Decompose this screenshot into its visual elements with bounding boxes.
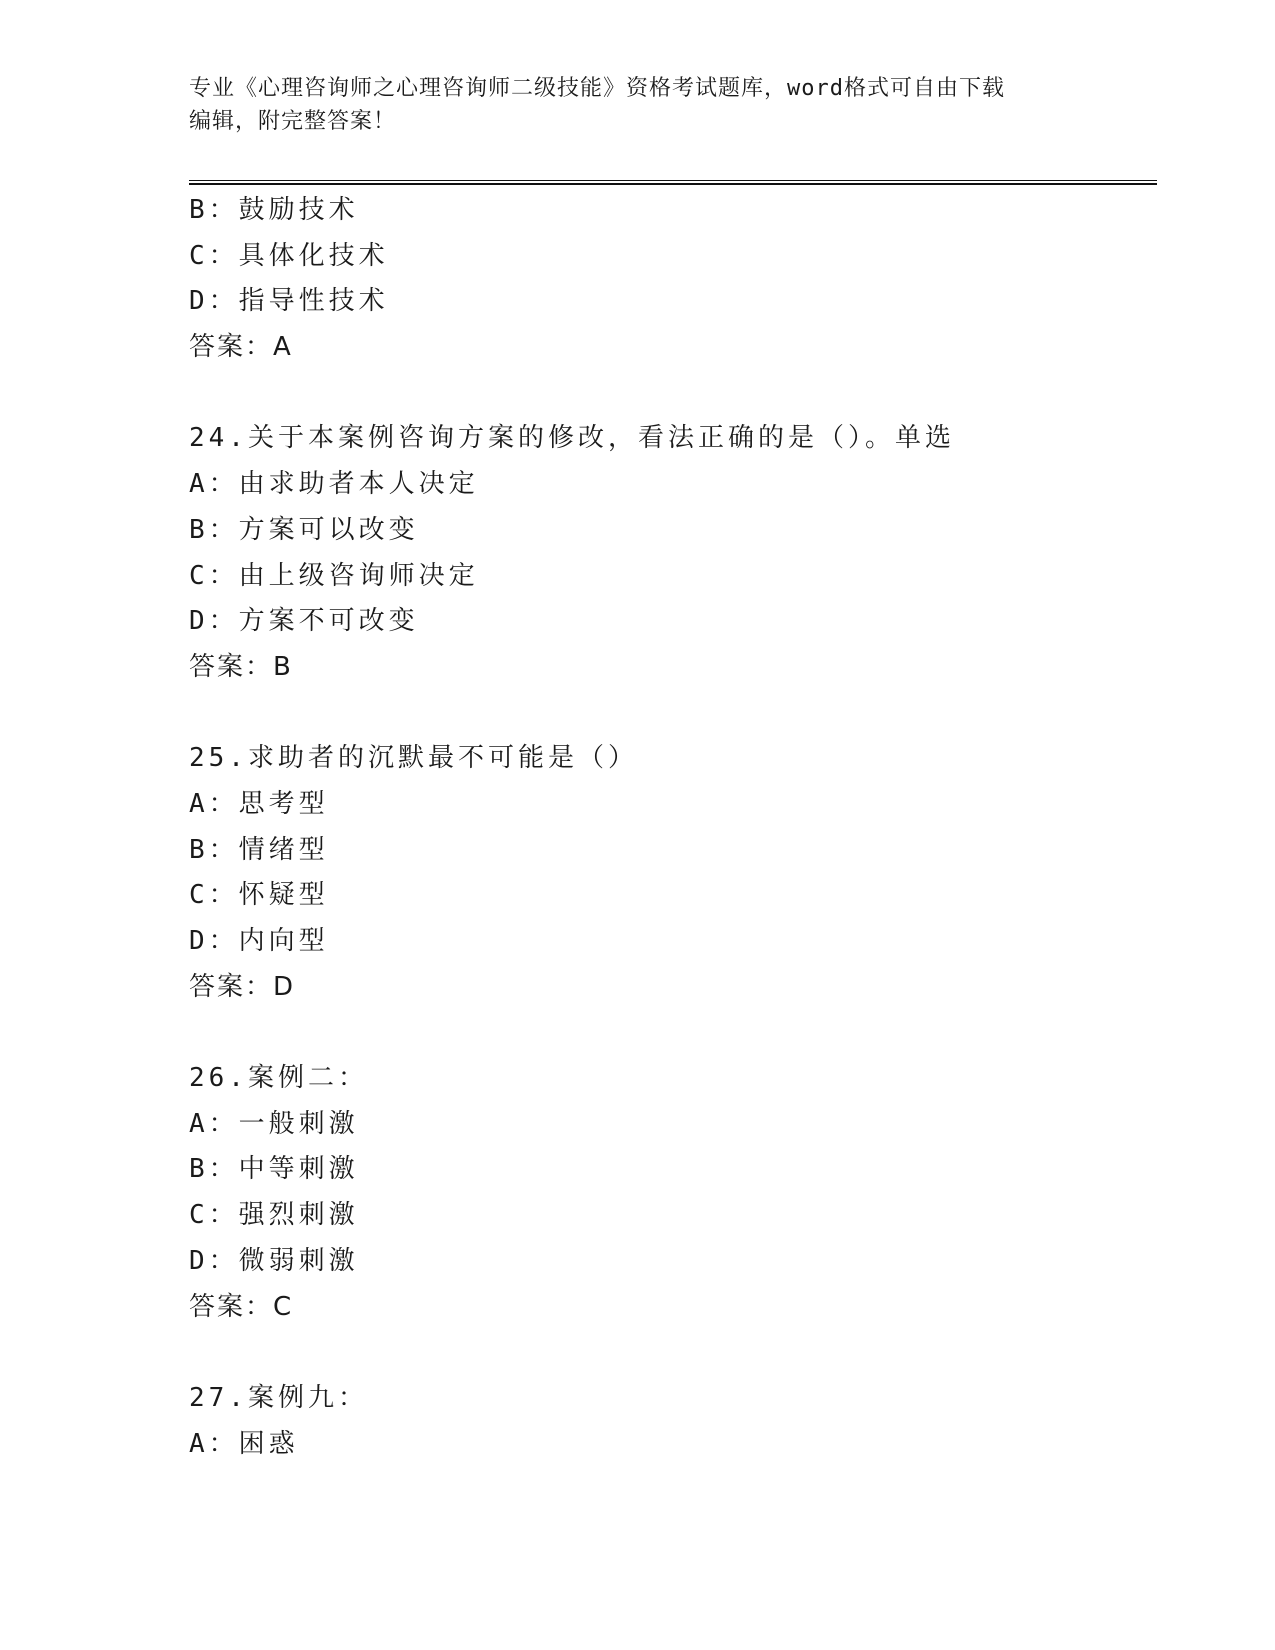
spacer <box>189 691 1149 737</box>
document-header <box>189 72 1089 138</box>
header-line-2: 编辑，附完整答案！ <box>189 109 397 134</box>
header-divider <box>189 180 1157 185</box>
spacer <box>189 1010 1149 1056</box>
question-stem: 27.案例九： <box>189 1382 368 1413</box>
option-d: D：内向型 <box>189 926 329 956</box>
answer-label: 答案： <box>189 1291 274 1322</box>
option-b: B：方案可以改变 <box>189 514 419 545</box>
answer-line <box>189 645 1149 691</box>
option-b: B：中等刺激 <box>189 1154 359 1185</box>
question-stem: 24.关于本案例咨询方案的修改，看法正确的是（）。单选 <box>189 423 955 454</box>
question-block-continued <box>189 188 1149 371</box>
option-c: C：强烈刺激 <box>189 1200 359 1231</box>
question-block-27 <box>189 1376 1149 1467</box>
question-block-24 <box>189 416 1149 690</box>
answer-line <box>189 325 1149 371</box>
answer-line <box>189 965 1149 1011</box>
question-stem: 25.求助者的沉默最不可能是（） <box>189 743 638 774</box>
spacer <box>189 371 1149 417</box>
option-b: B：情绪型 <box>189 834 329 865</box>
option-a: A：一般刺激 <box>189 1108 359 1139</box>
question-block-25 <box>189 736 1149 1010</box>
answer-label: 答案： <box>189 651 274 682</box>
option-c: C：具体化技术 <box>189 240 389 271</box>
option-a: A：困惑 <box>189 1428 299 1459</box>
option-d: D：方案不可改变 <box>189 606 419 637</box>
option-c: C：怀疑型 <box>189 880 329 911</box>
option-b: B：鼓励技术 <box>189 195 359 225</box>
option-d: D：微弱刺激 <box>189 1245 359 1276</box>
option-c: C：由上级咨询师决定 <box>189 560 479 591</box>
answer-value: B <box>273 651 293 682</box>
option-a: A：思考型 <box>189 788 329 819</box>
question-stem: 26.案例二： <box>189 1063 368 1094</box>
question-block-26 <box>189 1056 1149 1330</box>
option-a: A：由求助者本人决定 <box>189 469 479 500</box>
answer-line <box>189 1285 1149 1331</box>
spacer <box>189 1330 1149 1376</box>
answer-label: 答案： <box>189 971 274 1002</box>
option-d: D：指导性技术 <box>189 286 389 317</box>
answer-label: 答案： <box>189 332 274 363</box>
answer-value: A <box>273 332 293 363</box>
question-list <box>189 188 1149 1467</box>
header-line-1: 专业《心理咨询师之心理咨询师二级技能》资格考试题库，word格式可自由下载 <box>189 76 1005 101</box>
answer-value: C <box>273 1291 294 1322</box>
answer-value: D <box>273 971 296 1002</box>
